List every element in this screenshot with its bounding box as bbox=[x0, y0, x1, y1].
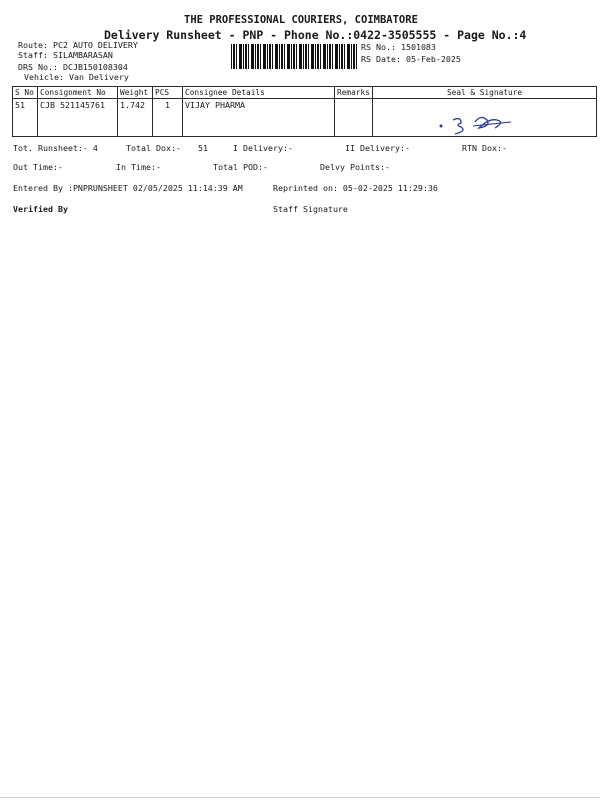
col-header-seal: Seal & Signature bbox=[373, 87, 597, 99]
rtn-dox: RTN Dox:- bbox=[462, 143, 507, 153]
staff-signature: Staff Signature bbox=[273, 204, 348, 214]
col-header-remarks: Remarks bbox=[335, 87, 373, 99]
col-header-consignment: Consignment No bbox=[38, 87, 118, 99]
reprinted-on: Reprinted on: 05-02-2025 11:29:36 bbox=[273, 183, 438, 193]
total-dox-label: Total Dox:- bbox=[126, 143, 181, 153]
tot-runsheet: Tot. Runsheet:- 4 bbox=[13, 143, 98, 153]
cell-remarks bbox=[335, 99, 373, 137]
cell-sno: 51 bbox=[13, 99, 38, 137]
scan-edge-line bbox=[0, 797, 600, 798]
runsheet-title: Delivery Runsheet - PNP - Phone No.:0422-3505555 - Page No.:4 bbox=[104, 28, 527, 42]
ii-delivery: II Delivery:- bbox=[345, 143, 410, 153]
col-header-pcs: PCS bbox=[153, 87, 183, 99]
col-header-weight: Weight bbox=[118, 87, 153, 99]
cell-consignee: VIJAY PHARMA bbox=[183, 99, 335, 137]
entered-by: Entered By :PNPRUNSHEET 02/05/2025 11:14:39 AM bbox=[13, 183, 243, 193]
col-header-consignee: Consignee Details bbox=[183, 87, 335, 99]
handwritten-signature bbox=[435, 108, 525, 138]
col-header-sno: S No bbox=[13, 87, 38, 99]
i-delivery: I Delivery:- bbox=[233, 143, 293, 153]
in-time: In Time:- bbox=[116, 162, 161, 172]
cell-consignment: CJB 521145761 bbox=[38, 99, 118, 137]
total-pod: Total POD:- bbox=[213, 162, 268, 172]
rs-date: RS Date: 05-Feb-2025 bbox=[361, 54, 461, 64]
route-label: Route: PC2 AUTO DELIVERY bbox=[18, 40, 138, 50]
vehicle-label: Vehicle: Van Delivery bbox=[24, 72, 129, 82]
staff-label: Staff: SILAMBARASAN bbox=[18, 50, 113, 60]
barcode-image bbox=[231, 44, 357, 69]
cell-weight: 1.742 bbox=[118, 99, 153, 137]
rs-number: RS No.: 1501083 bbox=[361, 42, 436, 52]
drs-number: DRS No.: DCJB150108304 bbox=[18, 62, 128, 72]
total-dox-value: 51 bbox=[198, 143, 208, 153]
table-header-row bbox=[13, 87, 597, 99]
out-time: Out Time:- bbox=[13, 162, 63, 172]
cell-pcs: 1 bbox=[153, 99, 183, 137]
company-title: THE PROFESSIONAL COURIERS, COIMBATORE bbox=[184, 14, 418, 26]
verified-by: Verified By bbox=[13, 204, 68, 214]
delvy-points: Delvy Points:- bbox=[320, 162, 390, 172]
